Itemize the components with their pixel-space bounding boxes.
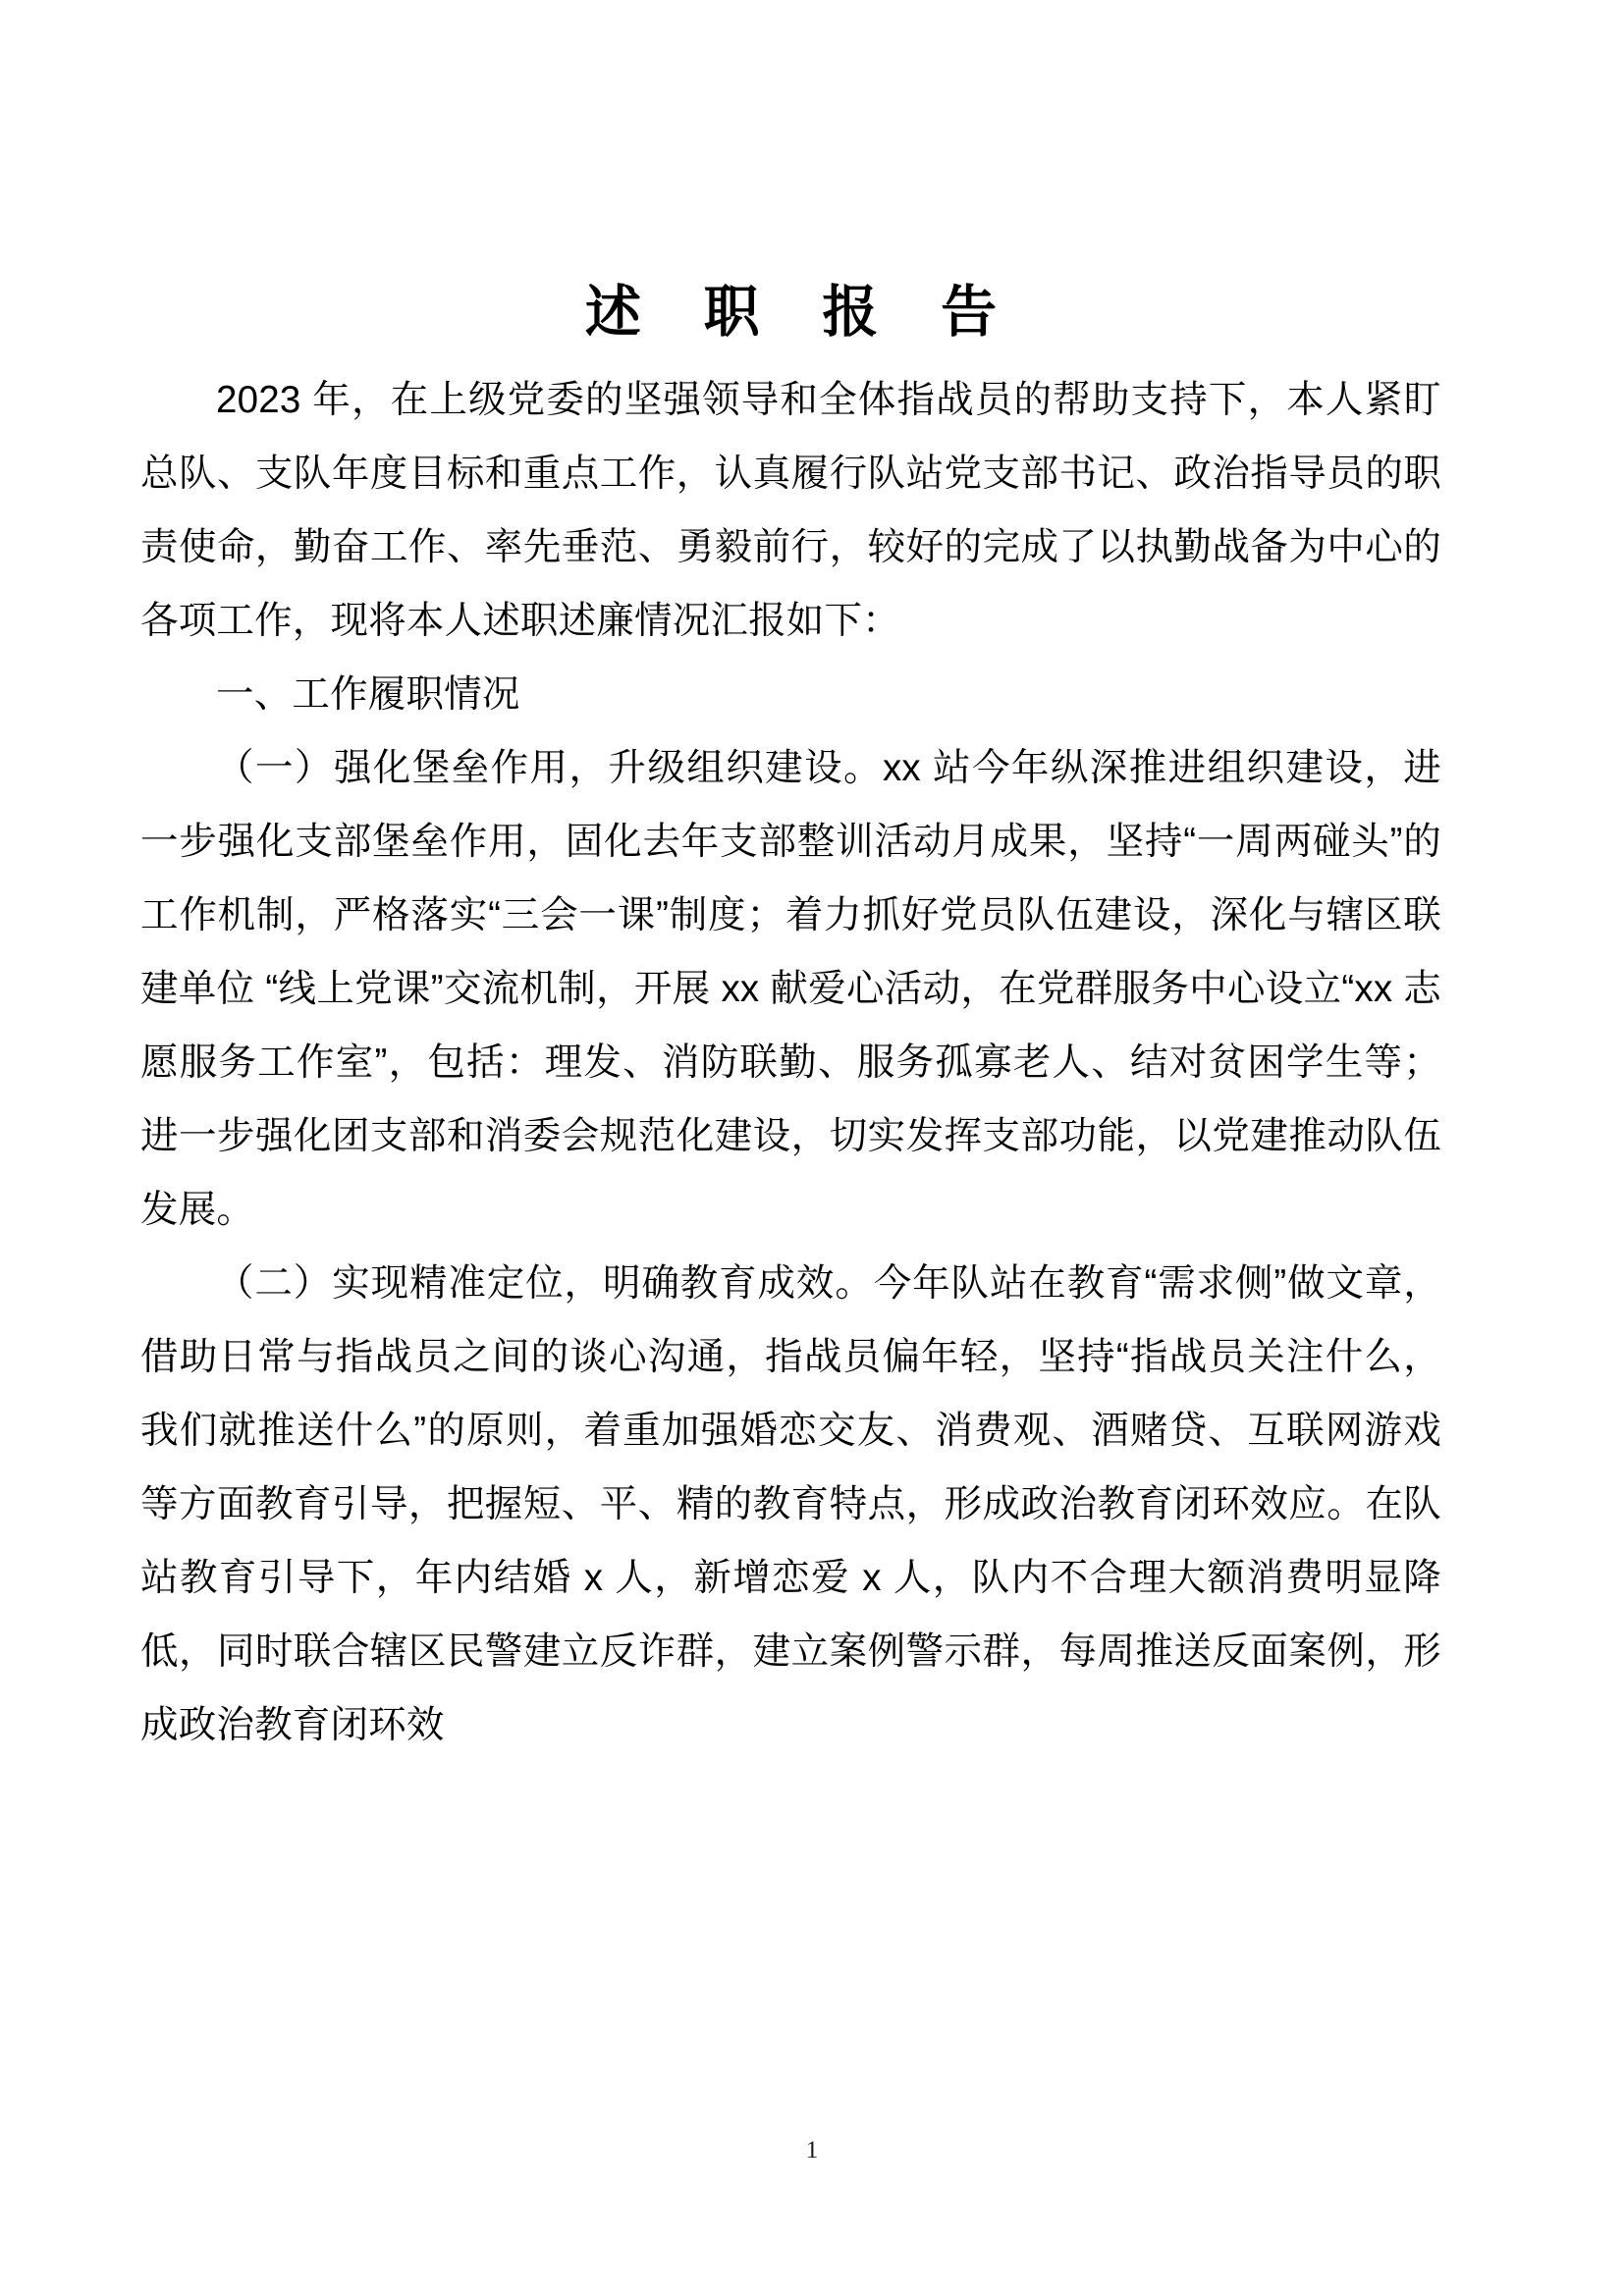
page-number: 1 bbox=[805, 2137, 819, 2163]
paragraph-item-two: （二）实现精准定位，明确教育成效。今年队站在教育“需求侧”做文章，借助日常与指战员之间的谈心沟通，指战员偏年轻，坚持“指战员关注什么，我们就推送什么”的原则，着重加强婚恋交友、消费观、酒赌贷、互联网游戏等方面教育引导，把握短、平、精的教育特点，形成政治教育闭环效应。在队站教育引导下，年内结婚 x 人，新增恋爱 x 人，队内不合理大额消费明显降低，同时联合辖区民警建立反诈群，建立案例警示群，每周推送反面案例，形成政治教育闭环效 bbox=[140, 1262, 1441, 1747]
document-title: 述 职 报 告 bbox=[584, 281, 1021, 344]
paragraph-intro: 2023 年，在上级党委的坚强领导和全体指战员的帮助支持下，本人紧盯总队、支队年度目标和重点工作，认真履行队站党支部书记、政治指导员的职责使命，勤奋工作、率先垂范、勇毅前行，较好的完成了以执勤战备为中心的各项工作，现将本人述职述廉情况汇报如下： bbox=[140, 379, 1441, 643]
section-heading-one: 一、工作履职情况 bbox=[216, 673, 520, 717]
paragraph-item-one: （一）强化堡垒作用，升级组织建设。xx 站今年纵深推进组织建设，进一步强化支部堡垒作用，固化去年支部整训活动月成果，坚持“一周两碰头”的工作机制，严格落实“三会一课”制度；着力抓好党员队伍建设，深化与辖区联建单位 “线上党课”交流机制，开展 xx 献爱心活动，在党群服务中心设立“xx 志愿服务工作室”，包括：理发、消防联勤、服务孤寡老人、结对贫困学生等；进一步强化团支部和消委会规范化建设，切实发挥支部功能，以党建推动队伍发展。 bbox=[140, 747, 1441, 1232]
document-body bbox=[140, 280, 1441, 1762]
